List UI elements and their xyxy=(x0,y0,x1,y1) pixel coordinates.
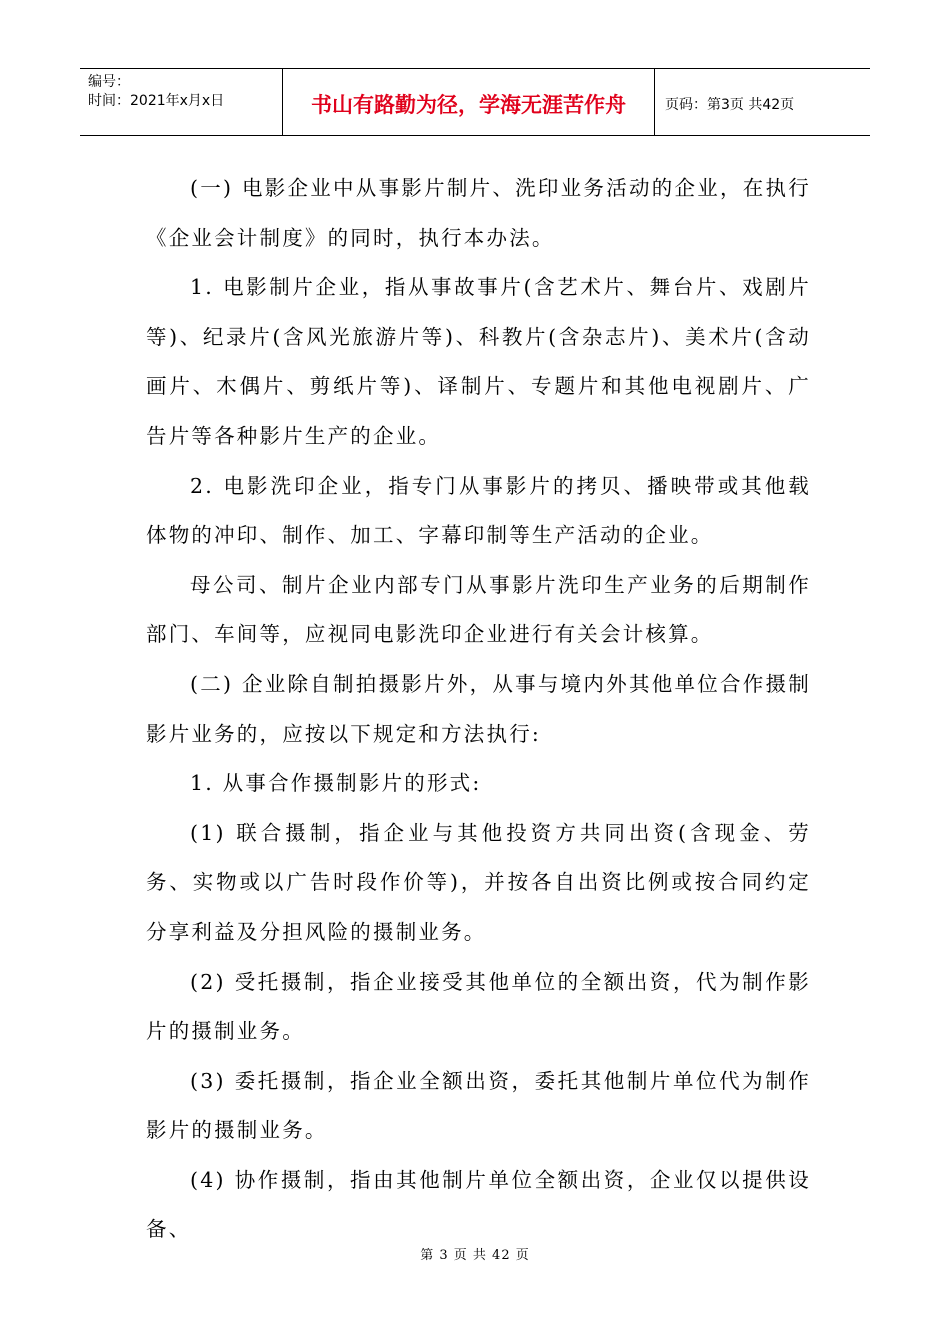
paragraph: (2) 受托摄制，指企业接受其他单位的全额出资，代为制作影片的摄制业务。 xyxy=(146,969,811,1044)
paragraph: (1) 联合摄制，指企业与其他投资方共同出资(含现金、劳务、实物或以广告时段作价等)，并按各自出资比例或按合同约定分享利益及分担风险的摄制业务。 xyxy=(146,820,811,944)
header-meta xyxy=(80,69,283,135)
paragraph: 1. 从事合作摄制影片的形式: xyxy=(190,771,482,796)
paragraph: 1. 电影制片企业，指从事故事片(含艺术片、舞台片、戏剧片等)、纪录片(含风光旅游片等)、科教片(含杂志片)、美术片(含动画片、木偶片、剪纸片等)、译制片、专题片和其他电视剧片、广告片等各种影片生产的企业。 xyxy=(146,275,811,448)
paragraph: (3) 委托摄制，指企业全额出资，委托其他制片单位代为制作影片的摄制业务。 xyxy=(146,1068,811,1143)
document-time-label: 时间：2021年x月x日 xyxy=(88,93,225,109)
header-motto: 书山有路勤为径，学海无涯苦作舟 xyxy=(283,69,655,135)
paragraph: (4) 协作摄制，指由其他制片单位全额出资，企业仅以提供设备、 xyxy=(146,1167,811,1242)
header-page-info: 页码：第3页 共42页 xyxy=(665,97,795,113)
page-footer: 第 3 页 共 42 页 xyxy=(420,1248,530,1263)
paragraph: (一) 电影企业中从事影片制片、洗印业务活动的企业，在执行《企业会计制度》的同时，执行本办法。 xyxy=(146,176,811,250)
paragraph: 母公司、制片企业内部专门从事影片洗印生产业务的后期制作部门、车间等，应视同电影洗印企业进行有关会计核算。 xyxy=(146,572,811,647)
paragraph: 2. 电影洗印企业，指专门从事影片的拷贝、播映带或其他载体物的冲印、制作、加工、字幕印制等生产活动的企业。 xyxy=(146,473,811,548)
document-number-label: 编号： xyxy=(88,74,130,90)
page-header xyxy=(80,68,870,136)
document-body xyxy=(146,164,811,1255)
paragraph: (二) 企业除自制拍摄影片外，从事与境内外其他单位合作摄制影片业务的，应按以下规定和方法执行: xyxy=(146,671,811,746)
